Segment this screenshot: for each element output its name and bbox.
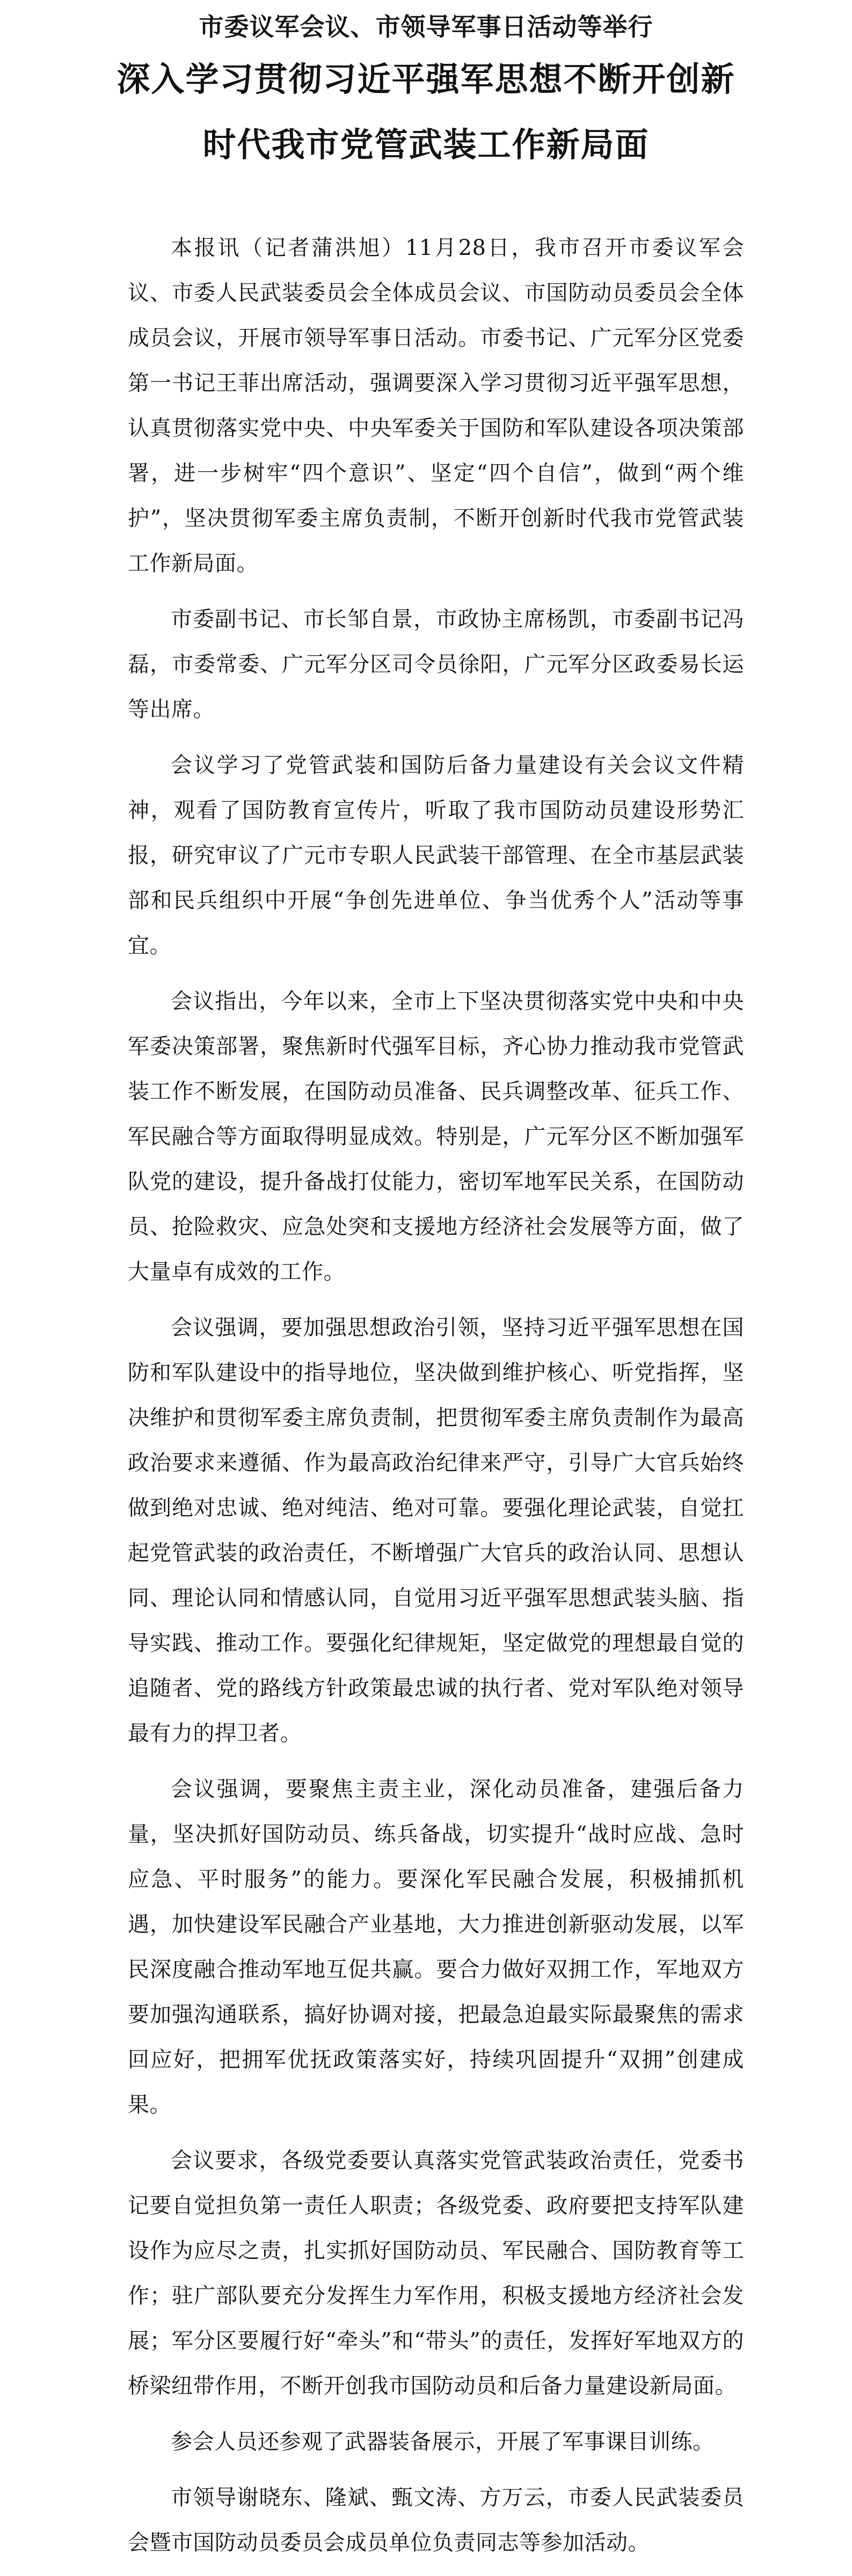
article-paragraph-lead: 本报讯（记者蒲洪旭）11月28日，我市召开市委议军会议、市委人民武装委员会全体成员会议、市国防动员委员会全体成员会议，开展市领导军事日活动。市委书记、广元军分区党委第一书记王菲出席活动，强调要深入学习贯彻习近平强军思想，认真贯彻落实党中央、中央军委关于国防和军队建设各项决策部署，进一步树牢“四个意识”、坚定“四个自信”，做到“两个维护”，坚决贯彻军委主席负责制，不断开创新时代我市党管武装工作新局面。 xyxy=(128,236,744,576)
article-paragraph-attendees: 市委副书记、市长邹自景，市政协主席杨凯，市委副书记冯磊，市委常委、广元军分区司令员徐阳，广元军分区政委易长运等出席。 xyxy=(128,607,744,722)
article-paragraph-political-guidance: 会议强调，要加强思想政治引领，坚持习近平强军思想在国防和军队建设中的指导地位，坚决做到维护核心、听党指挥，坚决维护和贯彻军委主席负责制，把贯彻军委主席负责制作为最高政治要求来遵循、作为最高政治纪律来严守，引导广大官兵始终做到绝对忠诚、绝对纯洁、绝对可靠。要强化理论武装，自觉扛起党管武装的政治责任，不断增强广大官兵的政治认同、思想认同、理论认同和情感认同，自觉用习近平强军思想武装头脑、指导实践、推动工作。要强化纪律规矩，坚定做党的理想最自觉的追随者、党的路线方针政策最忠诚的执行者、党对军队绝对领导最有力的捍卫者。 xyxy=(128,1315,744,1746)
article-paragraph-visit: 参会人员还参观了武器装备展示，开展了军事课目训练。 xyxy=(171,2429,715,2454)
article-headline-line-1: 深入学习贯彻习近平强军思想不断开创新 xyxy=(116,60,736,99)
article-paragraph-requirements: 会议要求，各级党委要认真落实党管武装政治责任，党委书记要自觉担负第一责任人职责；各级党委、政府要把支持军队建设作为应尽之责，扎实抓好国防动员、军民融合、国防教育等工作；驻广部队要充分发挥生力军作用，积极支援地方经济社会发展；军分区要履行好“牵头”和“带头”的责任，发挥好军地双方的桥梁纽带作用，不断开创我市国防动员和后备力量建设新局面。 xyxy=(128,2148,744,2398)
article-kicker: 市委议军会议、市领导军事日活动等举行 xyxy=(199,12,653,41)
article-paragraph-main-duties: 会议强调，要聚焦主责主业，深化动员准备，建强后备力量，坚决抓好国防动员、练兵备战，切实提升“战时应战、急时应急、平时服务”的能力。要深化军民融合发展，积极捕抓机遇，加快建设军民融合产业基地，大力推进创新驱动发展，以军民深度融合推动军地互促共赢。要合力做好双拥工作，军地双方要加强沟通联系，搞好协调对接，把最急迫最实际最聚焦的需求回应好，把拥军优抚政策落实好，持续巩固提升“双拥”创建成果。 xyxy=(128,1777,744,2117)
article-paragraph-participants: 市领导谢晓东、隆斌、甄文涛、方万云，市委人民武装委员会暨市国防动员委员会成员单位负责同志等参加活动。 xyxy=(128,2485,744,2555)
article-body xyxy=(128,225,744,2576)
article-headline-line-2: 时代我市党管武装工作新局面 xyxy=(202,125,650,164)
article-paragraph-agenda: 会议学习了党管武装和国防后备力量建设有关会议文件精神，观看了国防教育宣传片，听取了我市国防动员建设形势汇报，研究审议了广元市专职人民武装干部管理、在全市基层武装部和民兵组织中开展“争创先进单位、争当优秀个人”活动等事宜。 xyxy=(128,753,744,958)
article-paragraph-achievements: 会议指出，今年以来，全市上下坚决贯彻落实党中央和中央军委决策部署，聚焦新时代强军目标，齐心协力推动我市党管武装工作不断发展，在国防动员准备、民兵调整改革、征兵工作、军民融合等方面取得明显成效。特别是，广元军分区不断加强军队党的建设，提升备战打仗能力，密切军地军民关系，在国防动员、抢险救灾、应急处突和支援地方经济社会发展等方面，做了大量卓有成效的工作。 xyxy=(128,989,744,1284)
